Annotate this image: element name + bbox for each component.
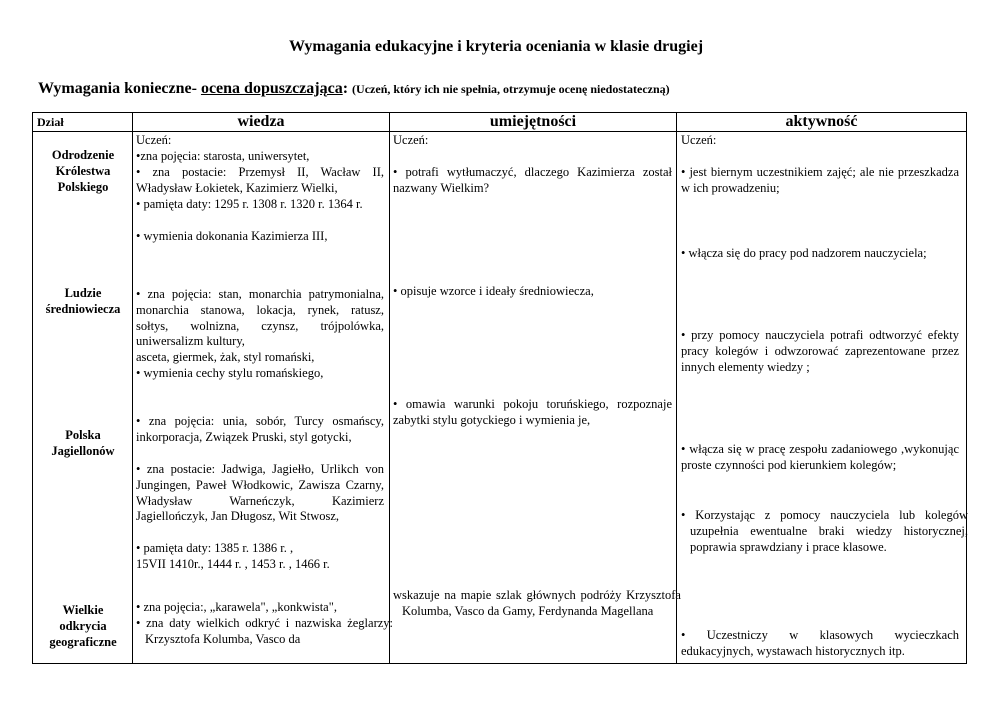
umiejetnosci-cell: [390, 132, 681, 664]
wiedza-item: • pamięta daty: 1385 r. 1386 r. ,: [136, 541, 294, 555]
umiejetnosci-item: • omawia warunki pokoju toruńskiego, rozpoznaje zabytki stylu gotyckiego i wymienia je,: [393, 397, 672, 427]
header-wiedza: wiedza: [133, 113, 390, 132]
table-body-row: [33, 132, 967, 664]
wiedza-item: • zna daty wielkich odkryć i nazwiska żeglarzy: Krzysztofa Kolumba, Vasco da: [136, 616, 393, 646]
dzial-item: Polska Jagiellonów: [51, 428, 115, 458]
aktywnosc-item: • włącza się w pracę zespołu zadaniowego ,wykonując proste czynności pod kierunkiem kolegów;: [681, 442, 959, 472]
heading-colon: :: [342, 80, 349, 97]
wiedza-item: • zna postacie: Przemysł II, Wacław II, Władysław Łokietek, Kazimierz Wielki,: [136, 165, 384, 195]
aktywnosc-item: • włącza się do pracy pod nadzorem nauczyciela;: [681, 246, 927, 260]
header-umiejetnosci: umiejętności: [390, 113, 677, 132]
wiedza-item: •zna pojęcia: starosta, uniwersytet,: [136, 149, 310, 163]
umiejetnosci-item: • potrafi wytłumaczyć, dlaczego Kazimierza został nazwany Wielkim?: [393, 165, 672, 195]
wiedza-item: 15VII 1410r., 1444 r. , 1453 r. , 1466 r.: [136, 557, 330, 571]
header-dzial: Dział: [33, 113, 133, 132]
document-title: Wymagania edukacyjne i kryteria oceniania w klasie drugiej: [288, 38, 704, 55]
aktywnosc-item: • Korzystając z pomocy nauczyciela lub kolegów uzupełnia ewentualne braki wiedzy historycznej, poprawia sprawdziany i prace klasowe.: [681, 508, 968, 554]
aktywnosc-item: • Uczestniczy w klasowych wycieczkach edukacyjnych, wystawach historycznych itp.: [681, 628, 959, 658]
wiedza-item: • zna postacie: Jadwiga, Jagiełło, Urlikch von Jungingen, Paweł Włodkowic, Zawisza Czarny, Władysław Warneńczyk, Kazimierz Jagiellończyk, Jan Długosz, Wit Stwosz,: [136, 462, 384, 524]
heading-note: (Uczeń, który ich nie spełnia, otrzymuje ocenę niedostateczną): [352, 82, 670, 96]
wiedza-item: • wymienia dokonania Kazimierza III,: [136, 229, 328, 243]
requirements-heading: [38, 80, 670, 98]
dzial-item: Wielkie odkrycia geograficzne: [49, 603, 117, 649]
dzial-item: Ludzie średniowiecza: [45, 286, 121, 316]
aktywnosc-cell: [677, 132, 967, 664]
requirements-table: [32, 112, 967, 664]
umiejetnosci-item: • opisuje wzorce i ideały średniowiecza,: [393, 284, 594, 298]
wiedza-item: asceta, giermek, żak, styl romański,: [136, 350, 315, 364]
heading-lead: Wymagania konieczne-: [38, 80, 197, 97]
wiedza-item: • zna pojęcia: stan, monarchia patrymonialna, monarchia stanowa, lokacja, rynek, ratusz, sołtys, wolnizna, czynsz, trójpolówka, uniwersalizm kultury,: [136, 287, 384, 349]
uczen-label: Uczeń:: [681, 133, 717, 147]
dzial-item: Odrodzenie Królestwa Polskiego: [51, 148, 115, 194]
dzial-cell: [33, 132, 133, 664]
wiedza-item: • zna pojęcia: unia, sobór, Turcy osmańscy, inkorporacja, Związek Pruski, styl gotycki,: [136, 414, 384, 444]
wiedza-item: • zna pojęcia:, „karawela", „konkwista",: [136, 600, 337, 614]
aktywnosc-item: • jest biernym uczestnikiem zajęć; ale nie przeszkadza w ich prowadzeniu;: [681, 165, 959, 195]
wiedza-cell: [133, 132, 393, 664]
grade-name: ocena dopuszczająca: [200, 80, 343, 97]
wiedza-item: • pamięta daty: 1295 r. 1308 r. 1320 r. 1364 r.: [136, 197, 363, 211]
uczen-label: Uczeń:: [393, 133, 429, 147]
aktywnosc-item: • przy pomocy nauczyciela potrafi odtworzyć efekty pracy kolegów i odwzorować zaprezentowane przez innych elementy wiedzy ;: [681, 328, 959, 374]
table-header-row: [33, 113, 967, 132]
wiedza-item: • wymienia cechy stylu romańskiego,: [136, 366, 324, 380]
header-aktywnosc: aktywność: [677, 113, 967, 132]
umiejetnosci-item: wskazuje na mapie szlak głównych podróży Krzysztofa Kolumba, Vasco da Gamy, Ferdynanda Magellana: [393, 588, 681, 618]
uczen-label: Uczeń:: [136, 133, 172, 147]
